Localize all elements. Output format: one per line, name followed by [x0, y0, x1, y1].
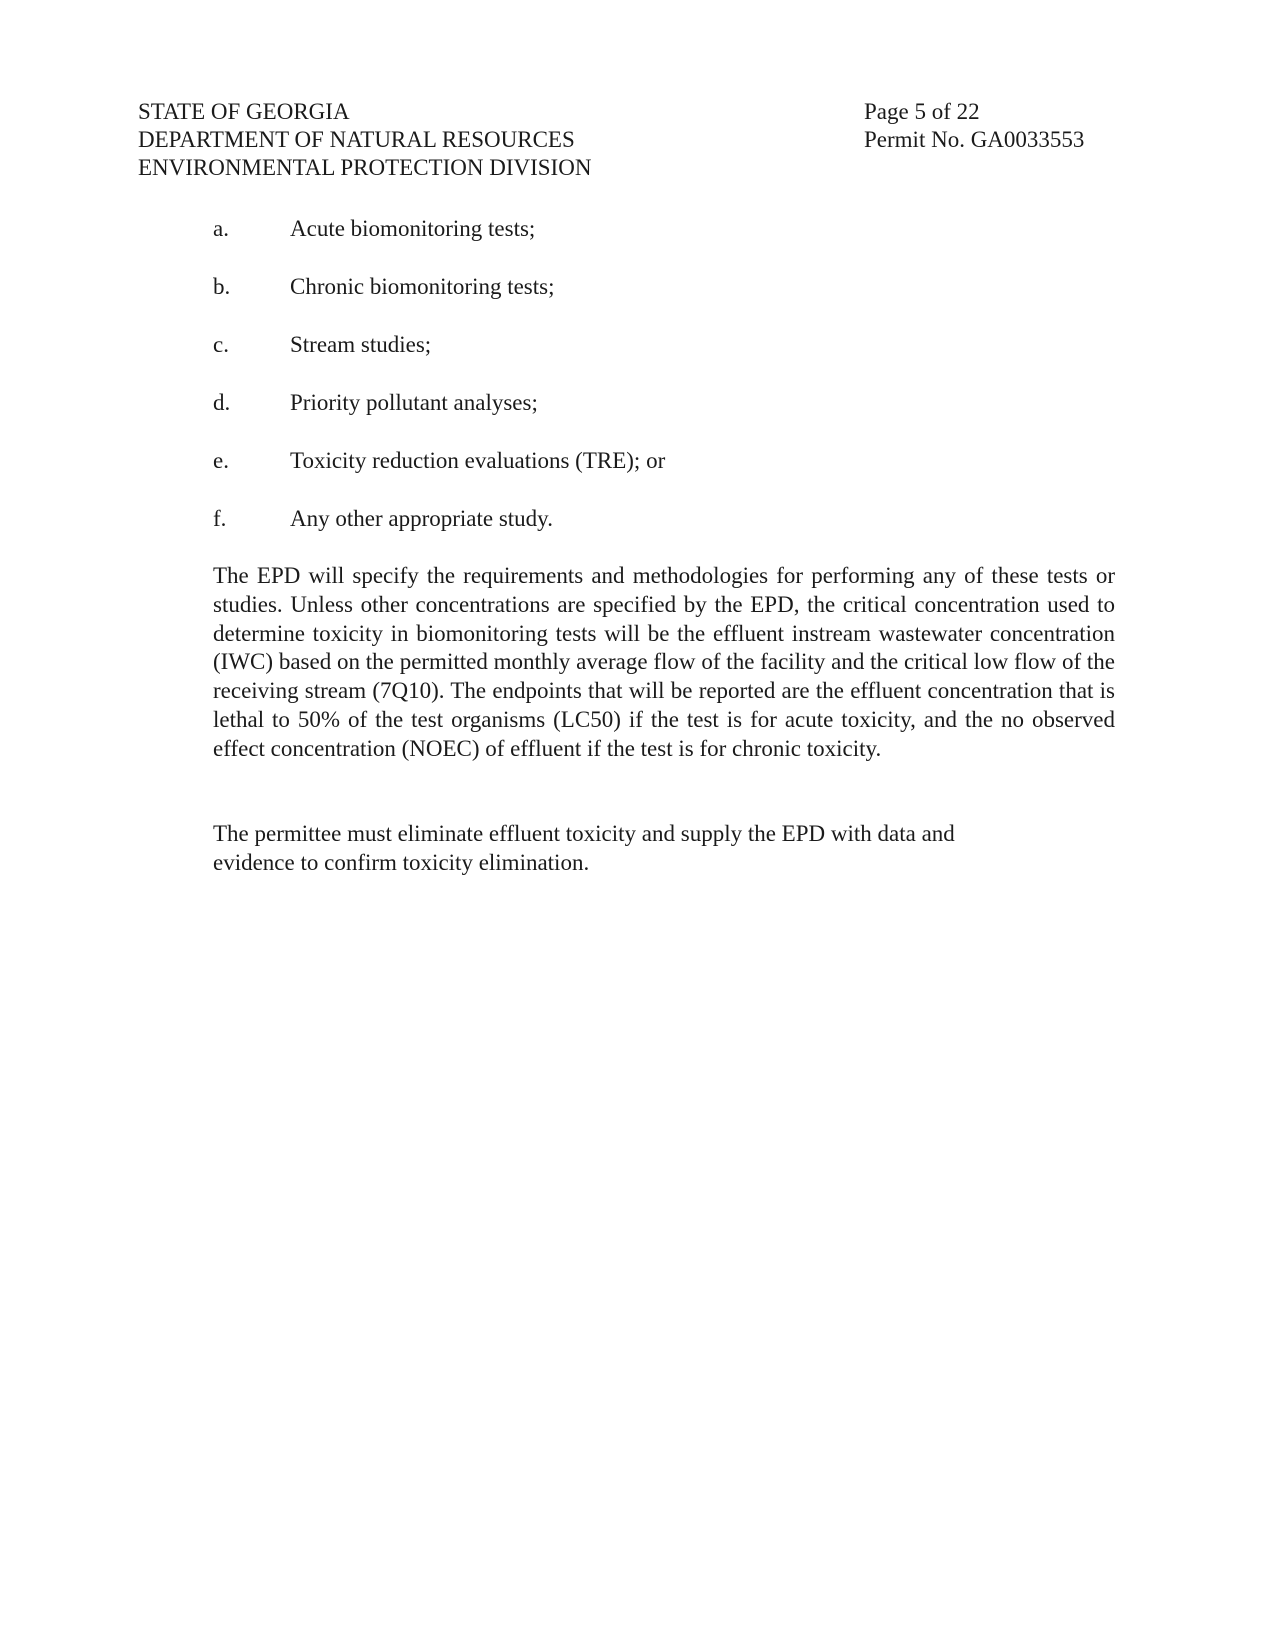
list-item	[213, 273, 1113, 331]
list-item-marker: b.	[213, 274, 231, 299]
page-info-header	[864, 98, 1084, 154]
list-item-text: Any other appropriate study.	[290, 506, 553, 531]
agency-state: STATE OF GEORGIA	[138, 99, 350, 124]
list-item-marker: a.	[213, 216, 229, 241]
study-list	[213, 215, 1113, 563]
list-item-text: Acute biomonitoring tests;	[290, 216, 536, 241]
list-item	[213, 215, 1113, 273]
toxicity-elimination-paragraph: The permittee must eliminate effluent toxicity and supply the EPD with data and evidence to confirm toxicity elimination.	[213, 821, 955, 875]
list-item	[213, 389, 1113, 447]
list-item-marker: f.	[213, 506, 227, 531]
list-item	[213, 447, 1113, 505]
list-item-text: Stream studies;	[290, 332, 432, 357]
list-item	[213, 331, 1113, 389]
requirements-paragraph: The EPD will specify the requirements and methodologies for performing any of these tests or studies. Unless other concentrations are specified by the EPD, the critical concentration used to determine toxicity in biomonitoring tests will be the effluent instream wastewater concentration (IWC) based on the permitted monthly average flow of the facility and the critical low flow of the receiving stream (7Q10). The endpoints that will be reported are the effluent concentration that is lethal to 50% of the test organisms (LC50) if the test is for acute toxicity, and the no observed effect concentration (NOEC) of effluent if the test is for chronic toxicity.	[213, 563, 1115, 761]
list-item-text: Priority pollutant analyses;	[290, 390, 538, 415]
list-item-text: Chronic biomonitoring tests;	[290, 274, 555, 299]
agency-department: DEPARTMENT OF NATURAL RESOURCES	[138, 127, 575, 152]
list-item	[213, 505, 1113, 563]
list-item-marker: e.	[213, 448, 229, 473]
page-number: Page 5 of 22	[864, 99, 980, 124]
list-item-marker: d.	[213, 390, 231, 415]
permit-number: Permit No. GA0033553	[864, 127, 1085, 152]
agency-header	[138, 98, 591, 182]
list-item-marker: c.	[213, 332, 229, 357]
list-item-text: Toxicity reduction evaluations (TRE); or	[290, 448, 666, 473]
agency-division: ENVIRONMENTAL PROTECTION DIVISION	[138, 155, 592, 180]
